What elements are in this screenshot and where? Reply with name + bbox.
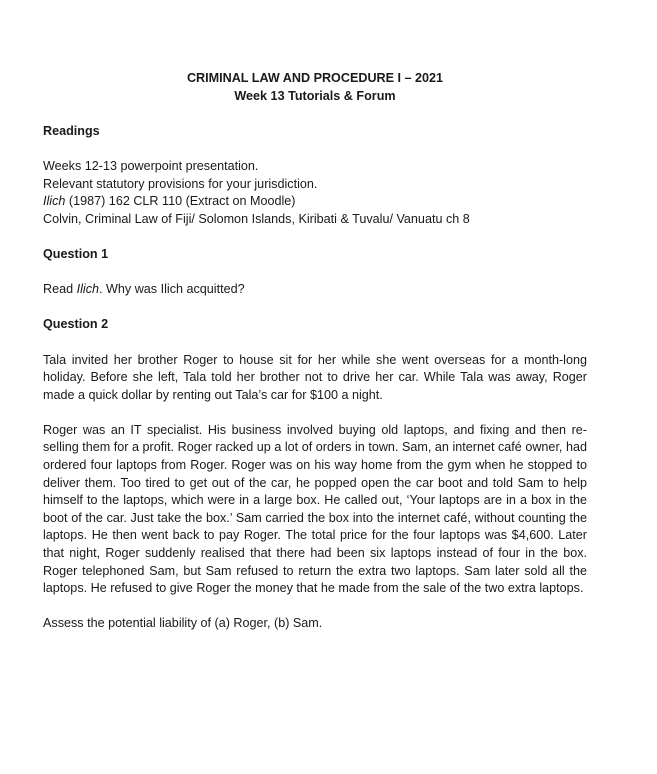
- question1-prefix: Read: [43, 282, 77, 297]
- readings-list: [43, 158, 587, 228]
- case-name: Ilich: [43, 194, 66, 209]
- reading-item: [43, 193, 587, 211]
- reading-item: Relevant statutory provisions for your jurisdiction.: [43, 176, 318, 191]
- case-citation: (1987) 162 CLR 110 (Extract on Moodle): [68, 194, 296, 209]
- document-header: [43, 70, 587, 105]
- question1-suffix: . Why was Ilich acquitted?: [99, 282, 245, 297]
- document-page: [43, 70, 587, 633]
- reading-item: Weeks 12-13 powerpoint presentation.: [43, 158, 259, 173]
- question1-heading: Question 1: [43, 246, 109, 261]
- question2-task: Assess the potential liability of (a) Roger, (b) Sam.: [43, 616, 323, 631]
- question2-heading: Question 2: [43, 317, 109, 332]
- question1-text: [43, 281, 587, 299]
- document-subtitle: Week 13 Tutorials & Forum: [234, 88, 396, 103]
- readings-heading: Readings: [43, 123, 100, 138]
- reading-item: Colvin, Criminal Law of Fiji/ Solomon Islands, Kiribati & Tuvalu/ Vanuatu ch 8: [43, 211, 470, 226]
- document-title: CRIMINAL LAW AND PROCEDURE I – 2021: [186, 71, 444, 85]
- question2-paragraph-1: Tala invited her brother Roger to house sit for her while she went overseas for a month-long holiday. Before she left, Tala told her brother not to drive her car. While Tala was away, Roger made a quick dollar by renting out Tala’s car for $100 a night.: [43, 352, 587, 402]
- question2-paragraph-2: Roger was an IT specialist. His business involved buying old laptops, and fixing and then re-selling them for a profit. Roger racked up a lot of orders in town. Sam, an internet café owner, had ordered four laptops from Roger. Roger was on his way home from the gym when he stopped to deliver them. Too tired to get out of the car, he popped open the car boot and told Sam to help himself to the laptops, which were in a large box. He called out, ‘Your laptops are in a box in the boot of the car. Just take the box.’ Sam carried the box into the internet café, without counting the laptops. He then went back to pay Roger. The total price for the four laptops was $4,600. Later that night, Roger suddenly realised that there had been six laptops instead of four in the box. Roger telephoned Sam, but Sam refused to return the extra two laptops. Sam later sold all the laptops. He refused to give Roger the money that he made from the sale of the two extra laptops.: [43, 422, 587, 596]
- case-name: Ilich: [76, 282, 100, 297]
